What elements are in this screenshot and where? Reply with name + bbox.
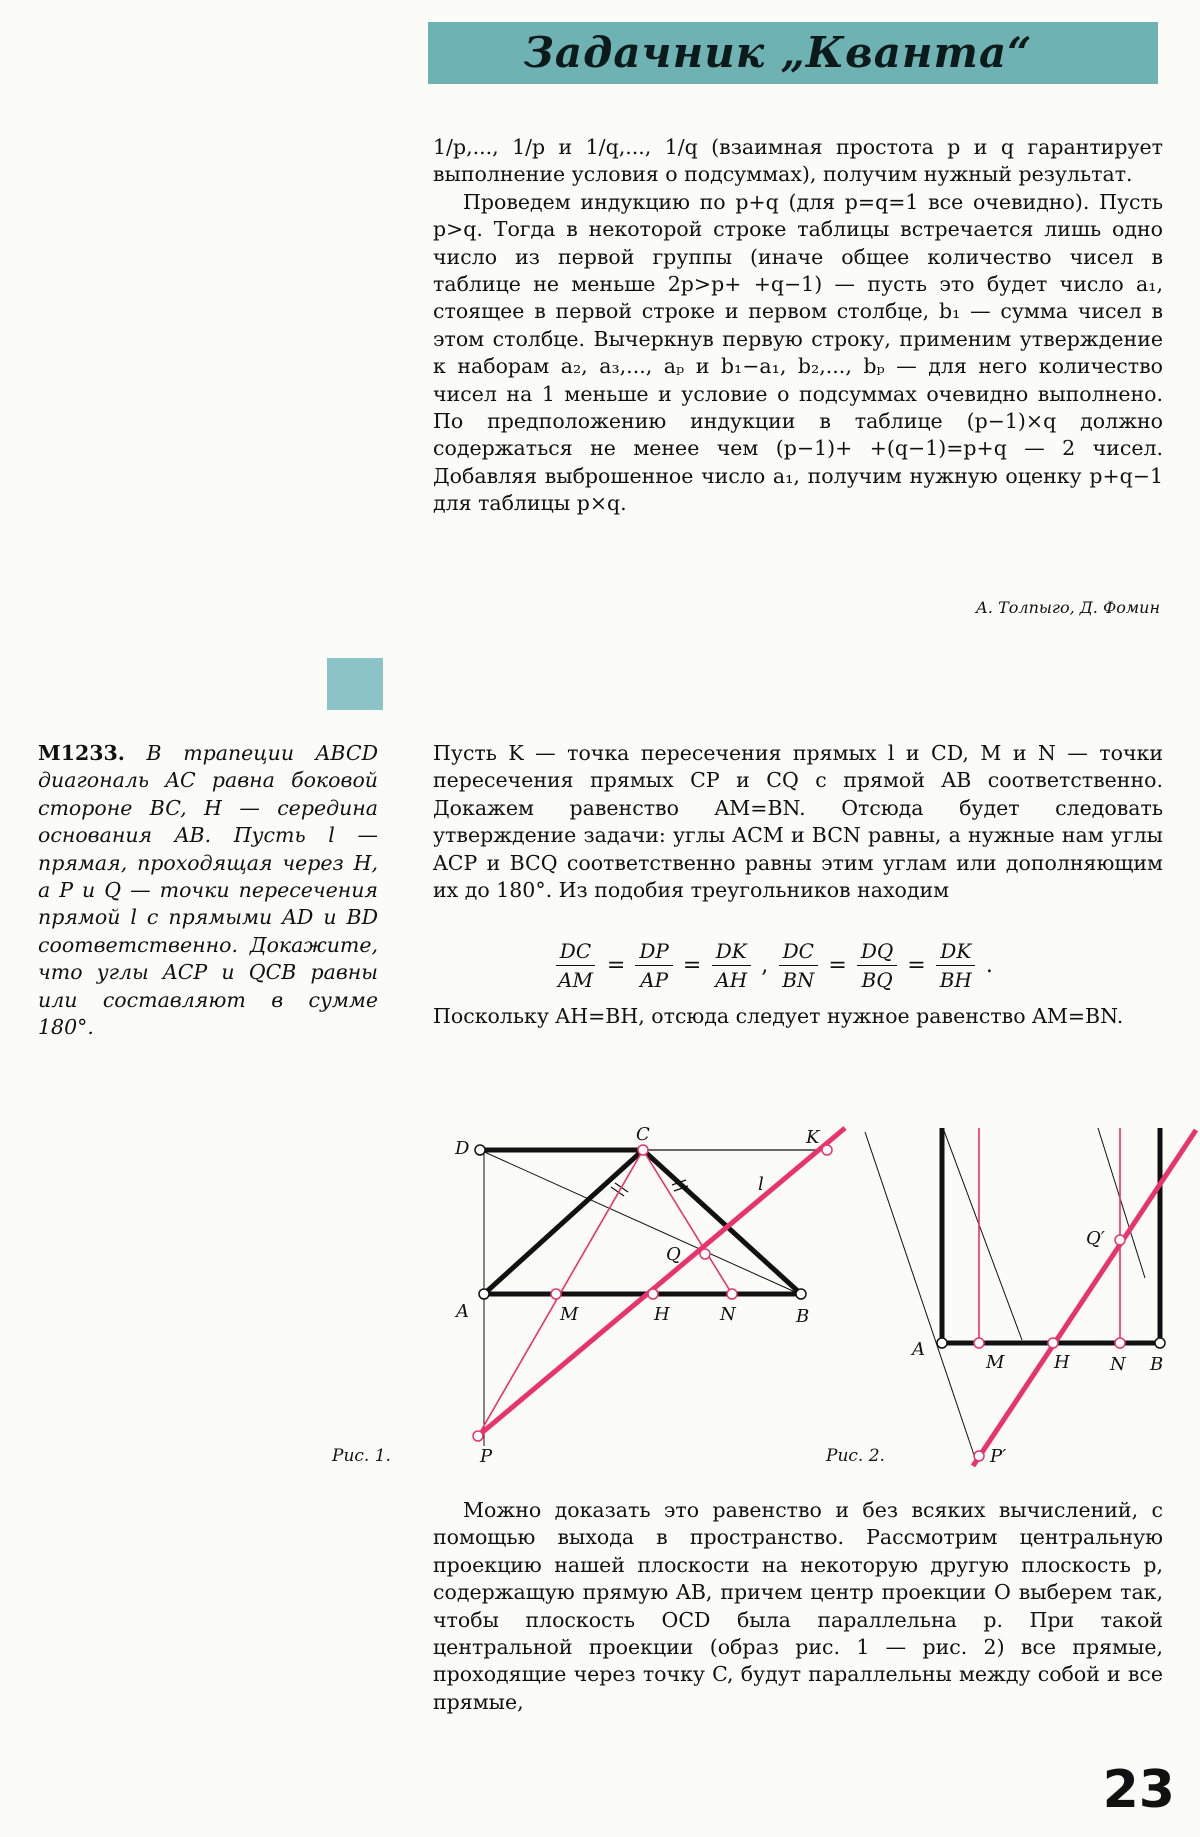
label-n: N xyxy=(1110,1354,1126,1375)
line-diag2 xyxy=(1098,1128,1145,1278)
numerator: DQ xyxy=(857,939,897,966)
period: . xyxy=(985,952,993,978)
numerator: DK xyxy=(712,939,751,966)
point-q xyxy=(700,1249,710,1259)
denominator: AP xyxy=(640,967,669,992)
paragraph: Можно доказать это равенство и без всяких вычислений, с помощью выхода в пространство. Рассмотрим центральную проекцию нашей плоскости на некоторую другую плоскость p, содержащую прямую AB, причем центр проекции O выберем так, чтобы плоскость OCD была параллельна p. При такой центральной проекции (образ рис. 1 — рис. 2) все прямые, проходящие через точку C, будут параллельны между собой и все прямые, xyxy=(433,1498,1163,1714)
equals-sign: = xyxy=(907,952,926,978)
section-title: Задачник „Кванта“ xyxy=(523,28,1033,77)
denominator: BH xyxy=(939,967,972,992)
paragraph: 1/p,..., 1/p и 1/q,..., 1/q (взаимная простота p и q гарантирует выполнение условия о подсуммах), получим нужный результат. xyxy=(433,135,1163,187)
numerator: DC xyxy=(779,939,818,966)
point-n xyxy=(727,1289,737,1299)
figure-2-caption: Рис. 2. xyxy=(826,1446,885,1466)
point-b xyxy=(1155,1338,1165,1348)
diagonal-ac xyxy=(484,1150,643,1294)
label-p: P xyxy=(480,1446,493,1467)
denominator: BN xyxy=(782,967,815,992)
point-c xyxy=(638,1145,648,1155)
point-h xyxy=(1048,1338,1058,1348)
point-q xyxy=(1115,1235,1125,1245)
point-a xyxy=(479,1289,489,1299)
solution-continuation xyxy=(433,1497,1163,1716)
label-m: M xyxy=(560,1304,579,1325)
authors: А. Толпыго, Д. Фомин xyxy=(975,598,1160,617)
label-q: Q xyxy=(666,1244,681,1265)
label-h: H xyxy=(654,1304,670,1325)
problem-number: М1233. xyxy=(38,741,125,765)
point-m xyxy=(551,1289,561,1299)
figure-1-caption: Рис. 1. xyxy=(332,1446,391,1466)
label-b: B xyxy=(796,1306,810,1327)
label-a: A xyxy=(456,1301,469,1322)
label-q: Q′ xyxy=(1086,1228,1105,1249)
point-p xyxy=(974,1451,984,1461)
equals-sign: = xyxy=(606,952,626,978)
line-steep xyxy=(865,1132,975,1458)
point-a xyxy=(937,1338,947,1348)
point-p xyxy=(473,1431,483,1441)
problem-text: В трапеции ABCD диагональ AC равна боковой стороне BC, H — середина основания AB. Пусть l — прямая, проходящая через H, а P и Q — точки пересечения прямой l с прямыми AD и BD соответственно. Докажите, что углы ACP и QCB равны или составляют в сумме 180°. xyxy=(38,741,378,1040)
label-n: N xyxy=(720,1304,736,1325)
denominator: AM xyxy=(558,967,593,992)
label-h: H xyxy=(1054,1352,1070,1373)
denominator: BQ xyxy=(861,967,893,992)
point-h xyxy=(648,1289,658,1299)
paragraph: Поскольку AH=BH, отсюда следует нужное равенство AM=BN. xyxy=(433,1004,1124,1028)
page-number: 23 xyxy=(1102,1760,1175,1820)
figure-2 xyxy=(865,1128,1196,1467)
point-b xyxy=(796,1289,806,1299)
label-k: K xyxy=(806,1127,820,1148)
denominator: AH xyxy=(715,967,748,992)
point-k xyxy=(822,1145,832,1155)
figure-1 xyxy=(454,1124,845,1467)
point-d xyxy=(475,1145,485,1155)
point-m xyxy=(974,1338,984,1348)
diagonal-db xyxy=(480,1150,804,1296)
label-b: B xyxy=(1150,1354,1164,1375)
equals-sign: = xyxy=(828,952,847,978)
numerator: DK xyxy=(936,939,975,966)
comma: , xyxy=(761,952,769,978)
label-p: P′ xyxy=(990,1446,1007,1467)
label-d: D xyxy=(455,1138,470,1159)
line-diag xyxy=(943,1128,1022,1340)
point-n xyxy=(1115,1338,1125,1348)
label-l: l xyxy=(758,1174,764,1195)
label-c: C xyxy=(636,1124,650,1145)
numerator: DP xyxy=(635,939,673,966)
label-m: M xyxy=(986,1352,1005,1373)
side-bc xyxy=(643,1150,801,1294)
label-a: A xyxy=(912,1339,925,1360)
equals-sign: = xyxy=(682,952,702,978)
paragraph: Пусть K — точка пересечения прямых l и CD, M и N — точки пересечения прямых CP и CQ с прямой AB соответственно. Докажем равенство AM=BN. Отсюда будет следовать утверждение задачи: углы ACM и BCN равны, а нужные нам углы ACP и BCQ соответственно равны этим углам или дополняющим их до 180°. Из подобия треугольников находим xyxy=(433,741,1163,903)
numerator: DC xyxy=(556,939,595,966)
paragraph: Проведем индукцию по p+q (для p=q=1 все очевидно). Пусть p>q. Тогда в некоторой строке таблицы встречается лишь одно число из первой группы (иначе общее количество чисел в таблице не меньше 2p>p+ +q−1) — пусть это будет число a₁, стоящее в первой строке и первом столбце, b₁ — сумма чисел в этом столбце. Вычеркнув первую строку, применим утверждение к наборам a₂, a₃,..., aₚ и b₁−a₁, b₂,..., bₚ — для него количество чисел на 1 меньше и условие о подсуммах очевидно выполнено. По предположению индукции в таблице (p−1)×q должно содержаться не менее чем (p−1)+ +(q−1)=p+q — 2 чисел. Добавляя выброшенное число a₁, получим нужную оценку p+q−1 для таблицы p×q. xyxy=(433,189,1163,516)
